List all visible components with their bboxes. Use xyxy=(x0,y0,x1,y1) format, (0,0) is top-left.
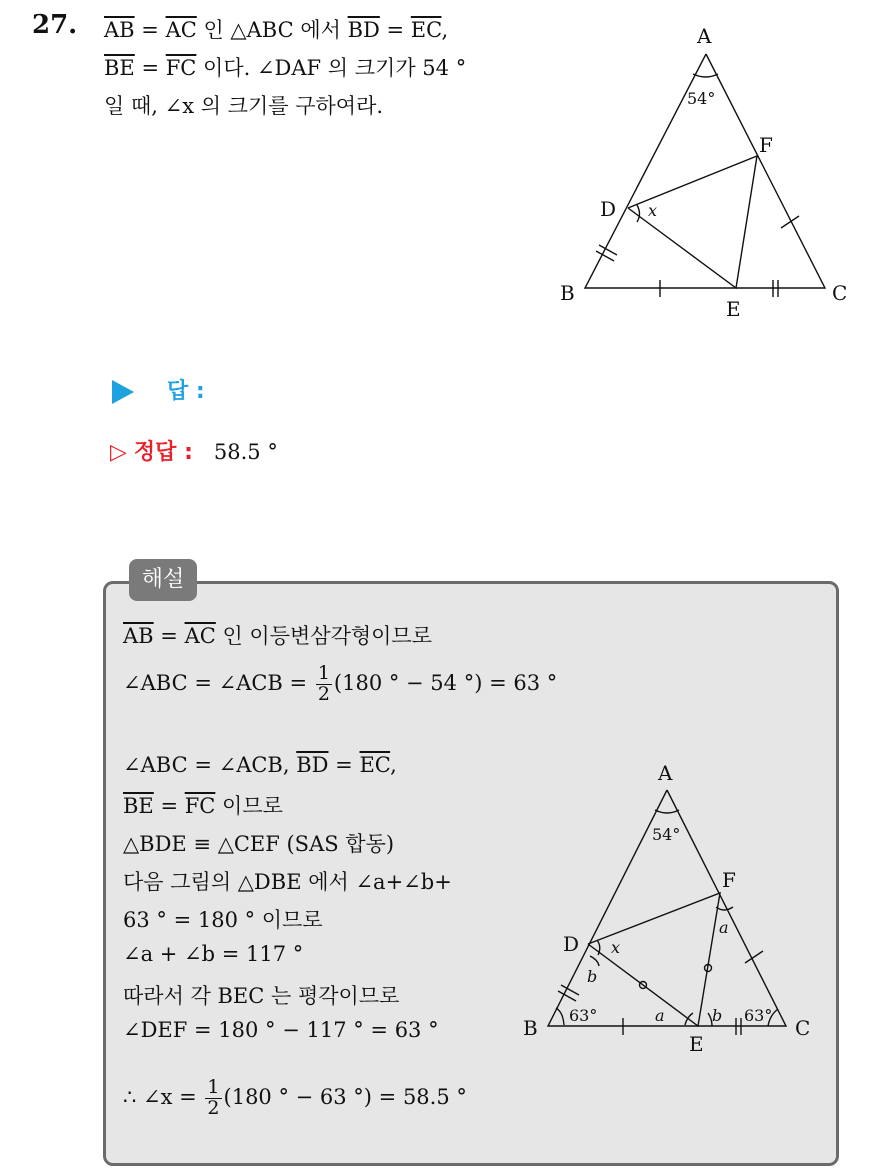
problem-line-2: $\overline{BE} = \overline{FC}$ 이다. ∠DAF 의 크기가 54 ° xyxy=(104,56,467,80)
solution-line-3: ∠ABC = ∠ACB, $\overline{BD} = \overline{EC}$, xyxy=(123,753,397,777)
correct-answer-value: 58.5 ° xyxy=(213,440,278,464)
solution-line-6: 다음 그림의 △DBE 에서 ∠a+∠b+ xyxy=(123,870,452,894)
svg-text:b: b xyxy=(712,1006,723,1025)
answer-row xyxy=(112,374,205,405)
segment-ec: $\overline{EC}$ xyxy=(410,18,442,42)
problem-line-3: 일 때, ∠x 의 크기를 구하여라. xyxy=(104,94,384,118)
solution-line-10: ∠DEF = 180 ° − 117 ° = 63 ° xyxy=(123,1018,439,1042)
label-d: D xyxy=(600,197,617,221)
svg-text:a: a xyxy=(655,1006,665,1025)
svg-text:A: A xyxy=(658,761,673,785)
fraction-half: $\frac{1}{2}$ xyxy=(317,662,330,705)
svg-text:b: b xyxy=(587,967,598,986)
svg-text:a: a xyxy=(719,918,729,937)
angle-x-label: x xyxy=(648,201,658,220)
svg-text:E: E xyxy=(689,1032,704,1056)
segment-fc: $\overline{FC}$ xyxy=(165,56,197,80)
label-a: A xyxy=(697,24,712,48)
solution-line-5: △BDE ≡ △CEF (SAS 합동) xyxy=(123,832,395,856)
correct-answer-label: 정답 : xyxy=(133,440,193,465)
solution-line-11: ∴ ∠x = $\frac{1}{2}$ (180 ° − 63 °) = 58.5 ° xyxy=(123,1076,467,1119)
problem-number: 27. xyxy=(32,10,78,40)
svg-text:54°: 54° xyxy=(652,825,681,844)
triangle-figure-2 xyxy=(515,755,825,1065)
label-c: C xyxy=(832,281,848,305)
solution-line-8: ∠a + ∠b = 117 ° xyxy=(123,942,304,966)
fraction-half: $\frac{1}{2}$ xyxy=(207,1076,220,1119)
solution-line-1: $\overline{AB} = \overline{AC}$ 인 이등변삼각형이므로 xyxy=(123,624,433,648)
svg-text:63°: 63° xyxy=(744,1006,773,1025)
play-triangle-icon xyxy=(112,380,134,404)
solution-tag: 해설 xyxy=(129,559,197,601)
label-b: B xyxy=(560,281,575,305)
label-e: E xyxy=(726,297,741,321)
svg-text:63°: 63° xyxy=(569,1006,598,1025)
segment-be: $\overline{BE}$ xyxy=(104,56,135,80)
solution-line-9: 따라서 각 BEC 는 평각이므로 xyxy=(123,984,400,1008)
triangle-figure-1 xyxy=(540,18,860,328)
angle-54-label: 54° xyxy=(687,89,716,108)
triangle-def xyxy=(628,156,757,288)
label-f: F xyxy=(759,133,773,157)
problem-line-1: $\overline{AB} = \overline{AC}$ 인 △ABC 에서 $\overline{BD} = \overline{EC}$, xyxy=(104,18,449,42)
svg-text:D: D xyxy=(563,932,580,956)
svg-text:C: C xyxy=(795,1016,811,1040)
answer-label: 답 : xyxy=(167,379,205,404)
segment-ac: $\overline{AC}$ xyxy=(165,18,197,42)
correct-answer-row xyxy=(110,435,278,466)
segment-ab: $\overline{AB}$ xyxy=(104,18,135,42)
solution-line-7: 63 ° = 180 ° 이므로 xyxy=(123,908,323,932)
segment-bd: $\overline{BD}$ xyxy=(347,18,380,42)
solution-line-4: $\overline{BE} = \overline{FC}$ 이므로 xyxy=(123,794,283,818)
svg-text:x: x xyxy=(611,938,621,957)
svg-text:B: B xyxy=(523,1016,538,1040)
solution-line-2: ∠ABC = ∠ACB = $\frac{1}{2}$ (180 ° − 54 °) = 63 ° xyxy=(123,662,558,705)
outline-triangle-icon: ▷ xyxy=(110,440,127,465)
svg-text:F: F xyxy=(722,868,736,892)
